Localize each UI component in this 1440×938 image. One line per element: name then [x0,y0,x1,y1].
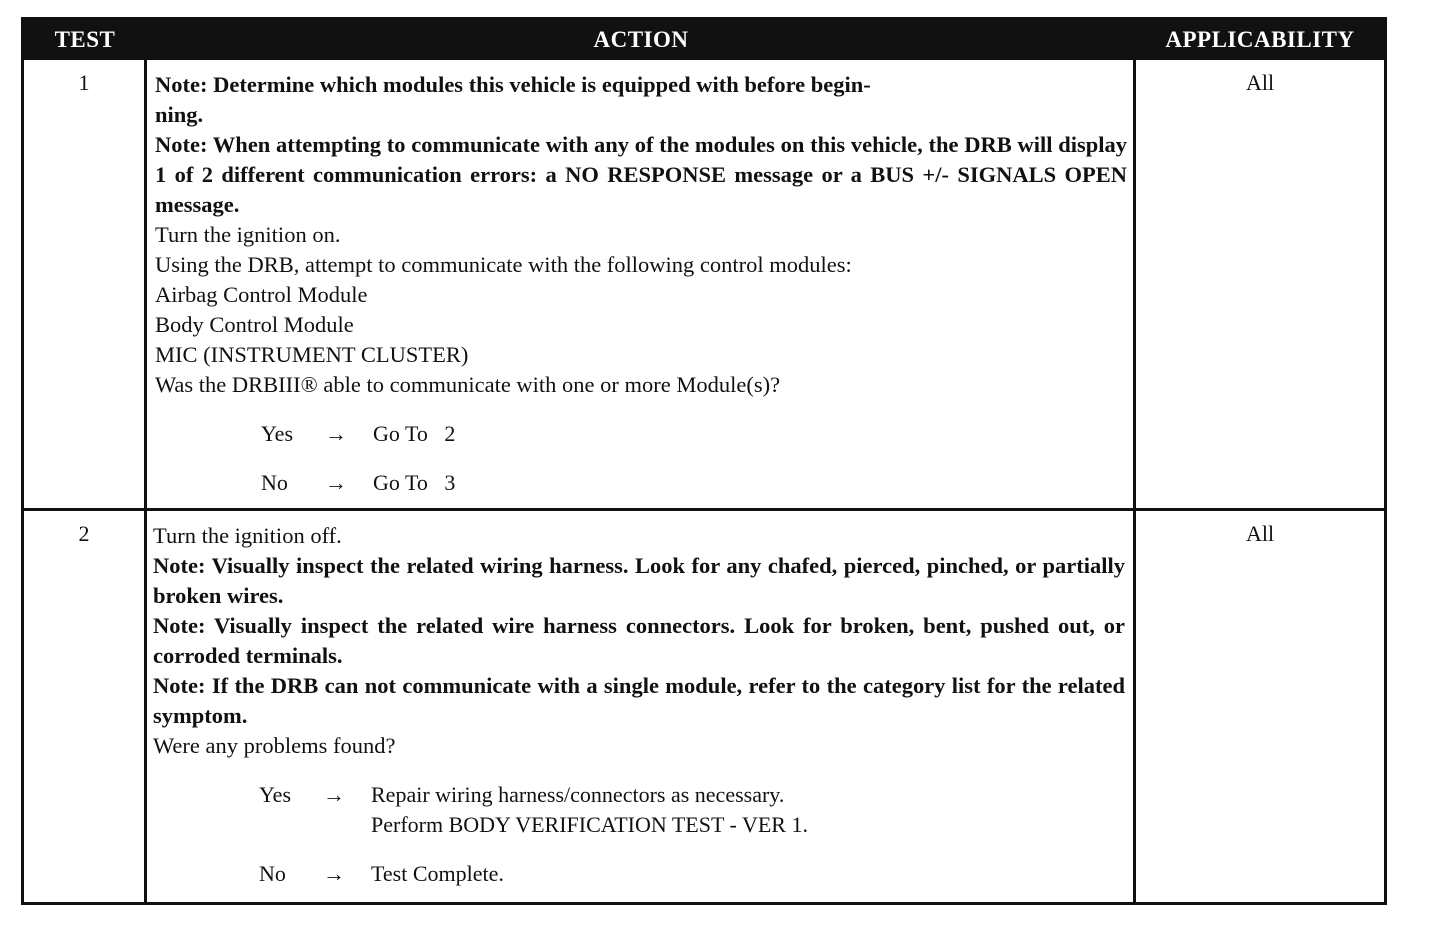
action-cell [155,70,1127,498]
test-number: 1 [78,70,90,95]
header-action: ACTION [593,27,689,52]
branch-result: Perform BODY VERIFICATION TEST - VER 1. [371,812,808,837]
branch-result: Repair wiring harness/connectors as necessary. [371,782,785,807]
module-item: Body Control Module [155,312,354,337]
branch-answer: Yes [259,782,292,807]
note-paragraph: Note: If the DRB can not communicate with a single module, refer to the category list for the related symptom. [153,673,1125,728]
note-paragraph: Note: Visually inspect the related wiring harness. Look for any chafed, pierced, pinched, or partially broken wires. [153,553,1125,608]
branch-answer: No [261,470,288,495]
note-paragraph: Note: Visually inspect the related wire harness connectors. Look for broken, bent, pushed out, or corroded terminals. [153,613,1125,668]
branch-no [259,859,1125,889]
diagnostic-table [21,17,1387,905]
branch-result: Go To 3 [373,470,456,495]
test-number: 2 [78,521,90,546]
header-applicability: APPLICABILITY [1165,27,1355,52]
module-item: MIC (INSTRUMENT CLUSTER) [155,342,469,367]
arrow-icon: → [323,861,345,886]
branch-yes-continued [259,810,1125,840]
branch-answer: Yes [261,421,294,446]
table-row [24,60,1384,508]
branch-yes [259,780,1125,810]
note-line: ning. [155,102,204,127]
step-text: Turn the ignition off. [153,523,342,548]
note-line: Note: Determine which modules this vehicle is equipped with before begin- [155,72,871,97]
branch-yes [261,419,1127,449]
step-text: Turn the ignition on. [155,222,341,247]
note-paragraph: Note: When attempting to communicate with any of the modules on this vehicle, the DRB will display 1 of 2 different communication errors: a NO RESPONSE message or a BUS +/- SIGNALS OPEN message. [155,132,1127,217]
applicability-cell: All [1245,70,1275,95]
table-row [24,511,1384,902]
branch-no [261,468,1127,498]
arrow-icon: → [325,421,347,446]
table-header [24,20,1384,60]
step-text: Using the DRB, attempt to communicate with the following control modules: [155,252,852,277]
question-text: Was the DRBIII® able to communicate with one or more Module(s)? [155,372,781,397]
module-item: Airbag Control Module [155,282,368,307]
branch-result: Test Complete. [371,861,504,886]
applicability-cell: All [1245,521,1275,546]
arrow-icon: → [325,470,347,495]
action-cell [153,521,1125,889]
branch-answer: No [259,861,286,886]
header-test: TEST [54,27,116,52]
question-text: Were any problems found? [153,733,396,758]
arrow-icon: → [323,782,345,807]
branch-result: Go To 2 [373,421,456,446]
